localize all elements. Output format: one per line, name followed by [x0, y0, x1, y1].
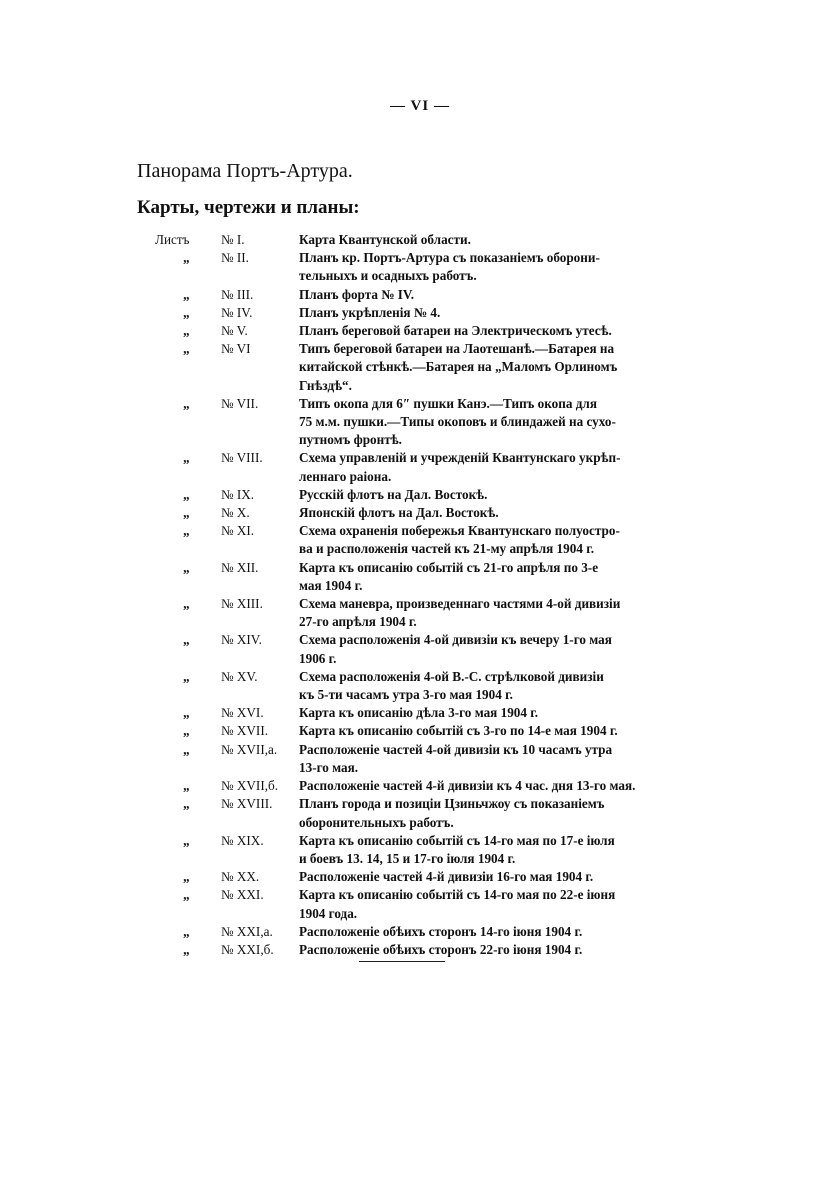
- sheet-description: [299, 668, 671, 704]
- sheet-description: [299, 322, 671, 340]
- sheet-number: № X.: [221, 505, 250, 521]
- sheet-number: № XVIII.: [221, 796, 273, 812]
- sheet-entry: [0, 322, 840, 340]
- description-line: Карта Квантунской области.: [299, 232, 471, 247]
- ditto-mark: „: [183, 941, 190, 957]
- sheet-entry: [0, 868, 840, 886]
- description-line: мая 1904 г.: [299, 577, 363, 593]
- sheet-description: [299, 304, 671, 322]
- ditto-mark: „: [183, 286, 190, 302]
- sheet-number: № XXI.: [221, 887, 264, 903]
- description-line: Расположеніе частей 4-ой дивизіи къ 10 часамъ утра: [299, 741, 613, 757]
- sheet-entry: [0, 595, 840, 631]
- description-line: путномъ фронтѣ.: [299, 432, 402, 448]
- sheet-number: № XIII.: [221, 596, 263, 612]
- panorama-title: Панорама Портъ-Артура.: [137, 160, 353, 182]
- ditto-mark: „: [183, 796, 190, 812]
- description-line: и боевъ 13. 14, 15 и 17-го іюля 1904 г.: [299, 850, 516, 866]
- maps-heading: Карты, чертежи и планы:: [137, 197, 360, 218]
- sheet-entry: [0, 832, 840, 868]
- sheet-number: № VII.: [221, 395, 259, 411]
- sheet-number: № XVII,а.: [221, 741, 278, 757]
- sheet-entry: [0, 722, 840, 740]
- sheet-description: [299, 832, 671, 868]
- sheet-description: [299, 741, 671, 777]
- sheet-description: [299, 559, 671, 595]
- sheet-entry: [0, 304, 840, 322]
- sheet-number: № VIII.: [221, 450, 263, 466]
- sheet-number: № III.: [221, 286, 254, 302]
- sheet-entry: [0, 486, 840, 504]
- description-line: оборонительныхъ работъ.: [299, 814, 454, 830]
- sheet-entry: [0, 504, 840, 522]
- description-line: 13-го мая.: [299, 759, 359, 775]
- sheet-description: [299, 486, 671, 504]
- description-line: Планъ укрѣпленія № 4.: [299, 304, 441, 320]
- ditto-mark: „: [183, 832, 190, 848]
- sheet-entry: [0, 668, 840, 704]
- sheet-description: [299, 395, 671, 450]
- sheet-number: № XI.: [221, 523, 255, 539]
- sheet-description: [299, 868, 671, 886]
- sheet-description: [299, 886, 671, 922]
- sheet-description: [299, 286, 671, 304]
- list-word: Листъ: [155, 232, 190, 247]
- ditto-mark: „: [183, 395, 190, 411]
- description-line: Карта къ описанію событій съ 3-го по 14-е мая 1904 г.: [299, 723, 618, 739]
- ditto-mark: „: [183, 596, 190, 612]
- sheet-entry: [0, 559, 840, 595]
- description-line: Планъ кр. Портъ-Артура съ показаніемъ оборони-: [299, 250, 600, 266]
- sheet-description: [299, 231, 671, 249]
- ditto-mark: „: [183, 450, 190, 466]
- ditto-mark: „: [183, 923, 190, 939]
- sheet-description: [299, 340, 671, 395]
- sheet-entry: [0, 449, 840, 485]
- description-line: Японскій флотъ на Дал. Востокѣ.: [299, 505, 499, 521]
- sheet-description: [299, 631, 671, 667]
- ditto-mark: „: [183, 523, 190, 539]
- sheet-entry: [0, 795, 840, 831]
- sheet-entry: [0, 522, 840, 558]
- ditto-mark: „: [183, 668, 190, 684]
- sheet-number: № V.: [221, 323, 248, 339]
- ditto-mark: „: [183, 741, 190, 757]
- page-number: — VI —: [390, 98, 450, 114]
- sheet-entry: [0, 249, 840, 285]
- ditto-mark: „: [183, 505, 190, 521]
- description-line: 1904 года.: [299, 905, 358, 921]
- sheet-number: № IV.: [221, 304, 253, 320]
- sheet-entry: [0, 631, 840, 667]
- description-line: ва и расположенія частей къ 21-му апрѣля 1904 г.: [299, 541, 595, 557]
- ditto-mark: „: [183, 323, 190, 339]
- sheet-entry: [0, 777, 840, 795]
- sheet-number: № VI: [221, 341, 251, 357]
- sheet-number: № XV.: [221, 668, 258, 684]
- description-line: Планъ форта № IV.: [299, 286, 415, 302]
- sheet-number: № XXI,а.: [221, 923, 273, 939]
- sheet-description: [299, 249, 671, 285]
- ditto-mark: „: [183, 778, 190, 794]
- description-line: Типъ береговой батареи на Лаотешанѣ.—Батарея на: [299, 341, 615, 357]
- sheet-entry: [0, 395, 840, 450]
- description-line: Русскій флотъ на Дал. Востокѣ.: [299, 486, 488, 502]
- description-line: Схема охраненія побережья Квантунскаго полуостро-: [299, 523, 620, 539]
- sheet-description: [299, 923, 671, 941]
- sheet-description: [299, 522, 671, 558]
- description-line: Расположеніе обѣихъ сторонъ 22-го іюня 1904 г.: [299, 941, 583, 957]
- sheet-entry: [0, 704, 840, 722]
- description-line: 27-го апрѣля 1904 г.: [299, 614, 417, 630]
- sheet-entry: [0, 941, 840, 959]
- sheet-number: № I.: [221, 232, 245, 247]
- description-line: 75 м.м. пушки.—Типы окоповъ и блиндажей на сухо-: [299, 414, 616, 430]
- sheet-description: [299, 449, 671, 485]
- sheet-entry: [0, 923, 840, 941]
- description-line: Схема расположенія 4-ой В.-С. стрѣлковой дивизіи: [299, 668, 604, 684]
- description-line: Карта къ описанію событій съ 14-го мая по 22-е іюня: [299, 887, 616, 903]
- sheet-description: [299, 941, 671, 959]
- sheet-listing: [0, 231, 840, 959]
- sheet-number: № IX.: [221, 486, 255, 502]
- sheet-description: [299, 704, 671, 722]
- sheet-number: № XIX.: [221, 832, 264, 848]
- sheet-number: № XVII,б.: [221, 778, 279, 794]
- description-line: китайской стѣнкѣ.—Батарея на „Маломъ Орлиномъ: [299, 359, 618, 375]
- sheet-description: [299, 504, 671, 522]
- sheet-number: № XIV.: [221, 632, 262, 648]
- description-line: Расположеніе обѣихъ сторонъ 14-го іюня 1904 г.: [299, 923, 583, 939]
- ditto-mark: „: [183, 486, 190, 502]
- description-line: 1906 г.: [299, 650, 337, 666]
- end-rule: [359, 961, 445, 962]
- description-line: къ 5-ти часамъ утра 3-го мая 1904 г.: [299, 687, 513, 703]
- ditto-mark: „: [183, 723, 190, 739]
- description-line: Расположеніе частей 4-й дивизіи къ 4 час. дня 13-го мая.: [299, 778, 636, 794]
- sheet-entry: [0, 741, 840, 777]
- ditto-mark: „: [183, 887, 190, 903]
- ditto-mark: „: [183, 304, 190, 320]
- sheet-entry: [0, 286, 840, 304]
- description-line: Карта къ описанію дѣла 3-го мая 1904 г.: [299, 705, 539, 721]
- ditto-mark: „: [183, 869, 190, 885]
- sheet-number: № XVII.: [221, 723, 269, 739]
- description-line: Планъ береговой батареи на Электрическомъ утесѣ.: [299, 323, 612, 339]
- sheet-entry: [0, 340, 840, 395]
- sheet-number: № II.: [221, 250, 249, 266]
- description-line: Расположеніе частей 4-й дивизіи 16-го мая 1904 г.: [299, 869, 594, 885]
- description-line: Карта къ описанію событій съ 14-го мая по 17-е іюля: [299, 832, 615, 848]
- sheet-description: [299, 777, 671, 795]
- description-line: Схема управленій и учрежденій Квантунскаго укрѣп-: [299, 450, 621, 466]
- description-line: Схема расположенія 4-ой дивизіи къ вечеру 1-го мая: [299, 632, 612, 648]
- ditto-mark: „: [183, 559, 190, 575]
- description-line: тельныхъ и осадныхъ работъ.: [299, 268, 477, 284]
- ditto-mark: „: [183, 632, 190, 648]
- description-line: Типъ окопа для 6″ пушки Канэ.—Типъ окопа для: [299, 395, 597, 411]
- sheet-description: [299, 722, 671, 740]
- sheet-number: № XII.: [221, 559, 259, 575]
- sheet-description: [299, 595, 671, 631]
- ditto-mark: „: [183, 250, 190, 266]
- sheet-number: № XX.: [221, 869, 260, 885]
- description-line: Карта къ описанію событій съ 21-го апрѣля по 3-е: [299, 559, 599, 575]
- description-line: Гнѣздѣ“.: [299, 377, 352, 393]
- sheet-number: № XVI.: [221, 705, 264, 721]
- description-line: леннаго раіона.: [299, 468, 392, 484]
- sheet-entry: [0, 231, 840, 249]
- ditto-mark: „: [183, 341, 190, 357]
- sheet-number: № XXI,б.: [221, 941, 274, 957]
- sheet-description: [299, 795, 671, 831]
- sheet-entry: [0, 886, 840, 922]
- description-line: Схема маневра, произведеннаго частями 4-ой дивизіи: [299, 596, 621, 612]
- ditto-mark: „: [183, 705, 190, 721]
- description-line: Планъ города и позиціи Цзиньчжоу съ показаніемъ: [299, 796, 605, 812]
